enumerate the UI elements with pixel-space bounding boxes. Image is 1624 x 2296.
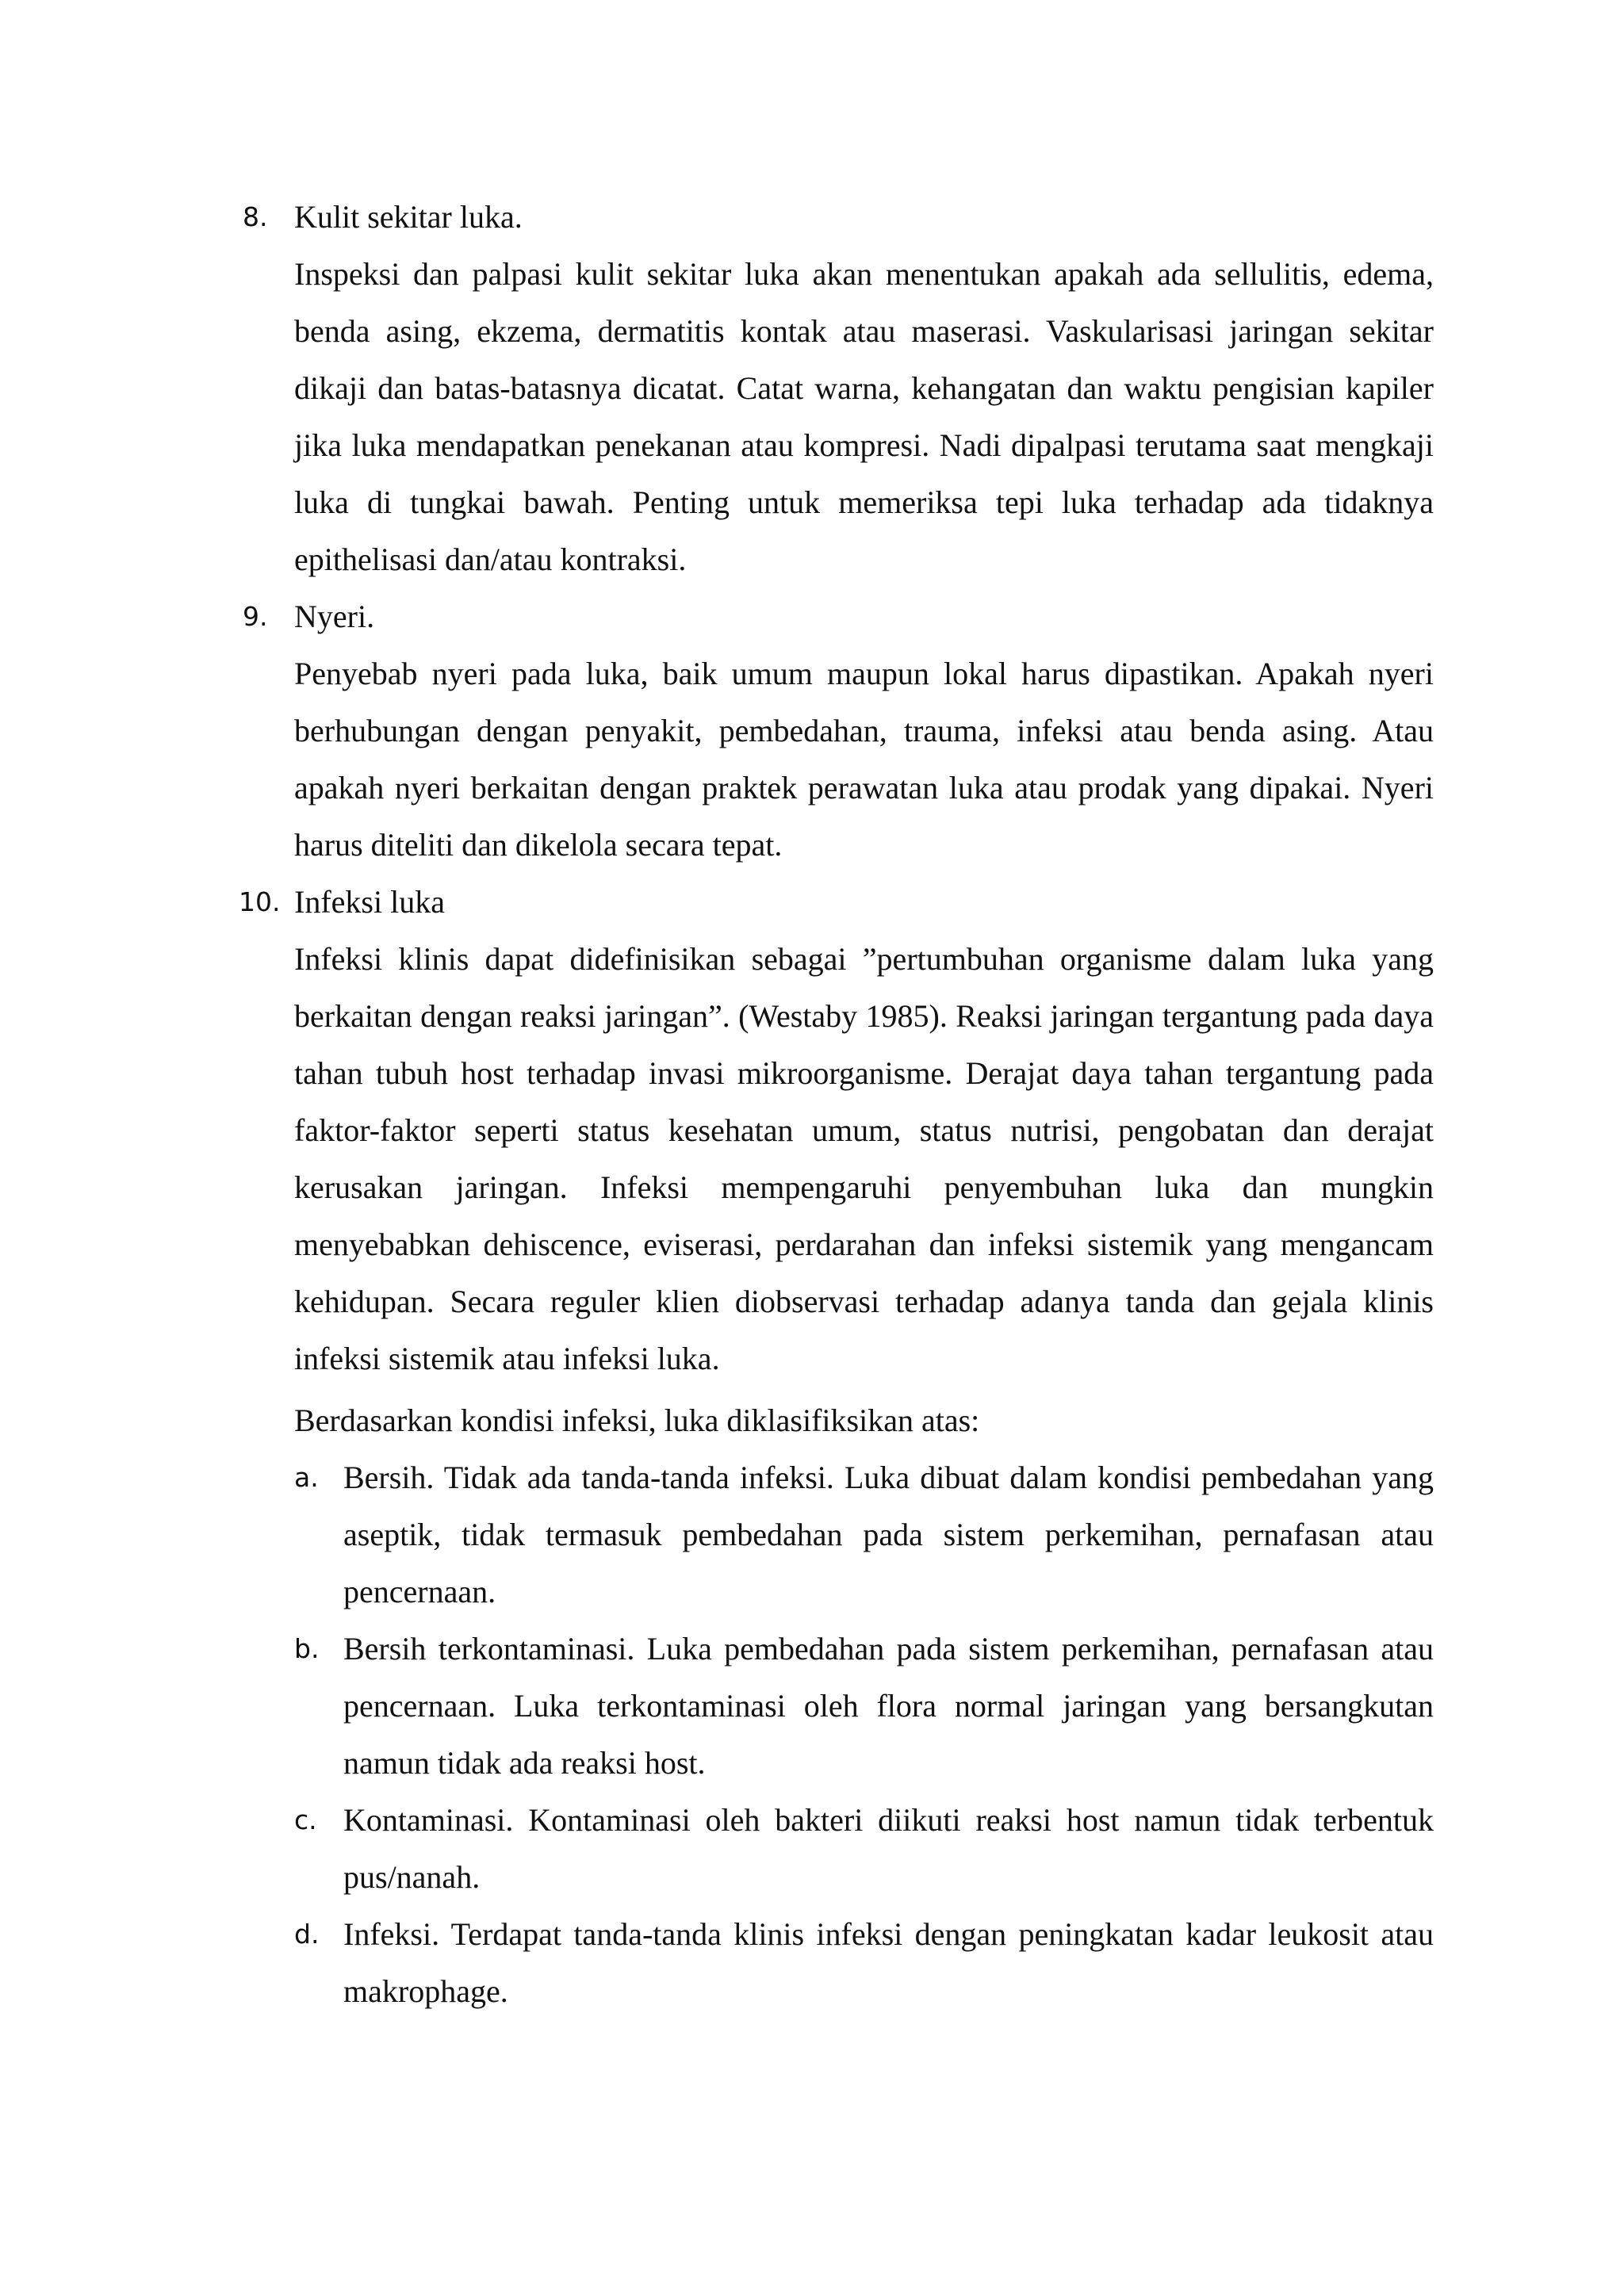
document-content (239, 189, 1434, 2020)
item-body: Infeksi klinis dapat didefinisikan sebagai ”pertumbuhan organisme dalam luka yang berkaitan dengan reaksi jaringan”. (Westaby 1985). Reaksi jaringan tergantung pada daya tahan tubuh host terhadap invasi mikroorganisme. Derajat daya tahan tergantung pada faktor-faktor seperti status kesehatan umum, status nutrisi, pengobatan dan derajat kerusakan jaringan. Infeksi mempengaruhi penyembuhan luka dan mungkin menyebabkan dehiscence, eviserasi, perdarahan dan infeksi sistemik yang mengancam kehidupan. Secara reguler klien diobservasi terhadap adanya tanda dan gejala klinis infeksi sistemik atau infeksi luka. (294, 941, 1434, 1376)
sub-list-letter: d. (294, 1919, 320, 1950)
sub-list-letter: c. (294, 1804, 317, 1835)
sub-list-text: Infeksi. Terdapat tanda-tanda klinis infeksi dengan peningkatan kadar leukosit atau makrophage. (343, 1916, 1434, 2009)
classification-intro: Berdasarkan kondisi infeksi, luka diklasifiksikan atas: (294, 1402, 980, 1438)
item-body: Inspeksi dan palpasi kulit sekitar luka akan menentukan apakah ada sellulitis, edema, benda asing, ekzema, dermatitis kontak atau maserasi. Vaskularisasi jaringan sekitar dikaji dan batas-batasnya dicatat. Catat warna, kehangatan dan waktu pengisian kapiler jika luka mendapatkan penekanan atau kompresi. Nadi dipalpasi terutama saat mengkaji luka di tungkai bawah. Penting untuk memeriksa tepi luka terhadap ada tidaknya epithelisasi dan/atau kontraksi. (294, 256, 1434, 577)
item-heading: Infeksi luka (294, 884, 445, 920)
sub-list-item-b (294, 1621, 1434, 1792)
list-item-9 (243, 588, 1434, 874)
sub-list-item-d (294, 1906, 1434, 2020)
list-item-10 (239, 874, 1434, 2020)
item-heading: Nyeri. (294, 599, 375, 634)
sub-list-text: Bersih. Tidak ada tanda-tanda infeksi. Luka dibuat dalam kondisi pembedahan yang aseptik, tidak termasuk pembedahan pada sistem perkemihan, pernafasan atau pencernaan. (343, 1460, 1434, 1609)
list-number: 9. (243, 601, 268, 632)
item-body: Penyebab nyeri pada luka, baik umum maupun lokal harus dipastikan. Apakah nyeri berhubungan dengan penyakit, pembedahan, trauma, infeksi atau benda asing. Atau apakah nyeri berkaitan dengan praktek perawatan luka atau prodak yang dipakai. Nyeri harus diteliti dan dikelola secara tepat. (294, 656, 1434, 863)
list-number: 10. (239, 886, 281, 917)
sub-list-text: Kontaminasi. Kontaminasi oleh bakteri diikuti reaksi host namun tidak terbentuk pus/nanah. (343, 1802, 1434, 1895)
sub-list-item-c (294, 1792, 1434, 1906)
sub-list-letter: b. (294, 1633, 320, 1664)
list-item-8 (243, 189, 1434, 588)
list-number: 8. (243, 201, 268, 232)
sub-list-text: Bersih terkontaminasi. Luka pembedahan pada sistem perkemihan, pernafasan atau pencernaan. Luka terkontaminasi oleh flora normal jaringan yang bersangkutan namun tidak ada reaksi host. (343, 1631, 1434, 1781)
sub-list-item-a (294, 1449, 1434, 1621)
item-heading: Kulit sekitar luka. (294, 199, 523, 235)
sub-list-letter: a. (294, 1462, 319, 1493)
